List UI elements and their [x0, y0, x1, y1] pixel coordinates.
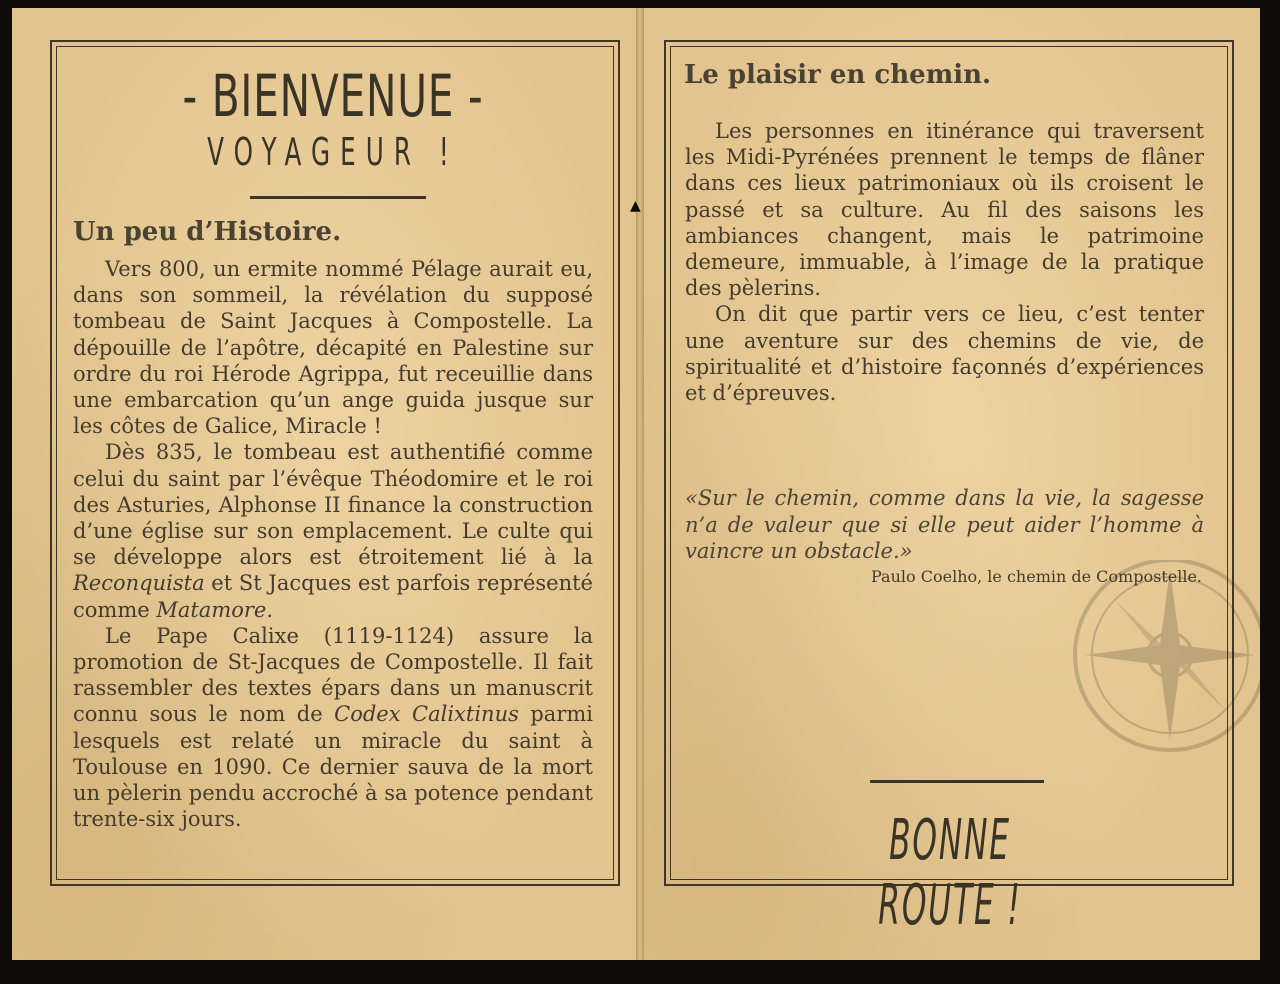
pleasure-paragraph-1: Les personnes en itinérance qui traversent les Midi-Pyrénées prennent le temps de flâner dans ces lieux patrimoniaux où ils croisent le passé et sa culture. Au fil des saisons les ambiances changent, mais le patrimoine demeure, immuable, à l’image de la pratique des pèlerins.	[685, 119, 1204, 301]
closing-divider	[870, 780, 1044, 783]
pleasure-text	[685, 118, 1204, 406]
history-heading: Un peu d’Histoire.	[73, 217, 342, 247]
welcome-subtitle: VOYAGEUR !	[207, 130, 459, 174]
history-text	[73, 256, 593, 832]
pleasure-heading: Le plaisir en chemin.	[684, 60, 992, 90]
compass-rose-watermark	[1040, 560, 1260, 800]
history-paragraph-2: Dès 835, le tombeau est authentifié comme celui du saint par l’évêque Théodomire et le roi des Asturies, Alphonse II finance la construction d’une église sur son emplacement. Le culte qui se développe alors est étroitement lié à la Reconquista et St Jacques est parfois représenté comme Matamore.	[73, 440, 593, 622]
quote-author: Paulo Coelho, le chemin de Compostelle.	[871, 567, 1202, 586]
title-divider	[250, 196, 426, 199]
history-paragraph-1: Vers 800, un ermite nommé Pélage aurait eu, dans son sommeil, la révélation du supposé tombeau de Saint Jacques à Compostelle. La dépouille de l’apôtre, décapité en Palestine sur ordre du roi Hérode Agrippa, fut receuillie dans une embarcation qu’un ange guida jusque sur les côtes de Galice, Miracle !	[73, 257, 593, 439]
closing-greeting: BONNE ROUTE !	[878, 808, 1022, 938]
welcome-title: - BIENVENUE -	[182, 62, 484, 130]
book-spine	[636, 8, 644, 960]
pleasure-paragraph-2: On dit que partir vers ce lieu, c’est tenter une aventure sur des chemins de vie, de spiritualité et d’histoire façonnés d’expériences et d’épreuves.	[685, 302, 1204, 406]
history-paragraph-3: Le Pape Calixe (1119-1124) assure la promotion de St-Jacques de Compostelle. Il fait rassembler des textes épars dans un manuscrit connu sous le nom de Codex Calixtinus parmi lesquels est relaté un miracle du saint à Toulouse en 1090. Ce dernier sauva de la mort un pèlerin pendu accroché à sa potence pendant trente-six jours.	[73, 623, 593, 832]
coelho-quote: «Sur le chemin, comme dans la vie, la sagesse n’a de valeur que si elle peut aider l’homme à vaincre un obstacle.»	[685, 486, 1204, 563]
fold-marker: ▲	[630, 198, 641, 214]
